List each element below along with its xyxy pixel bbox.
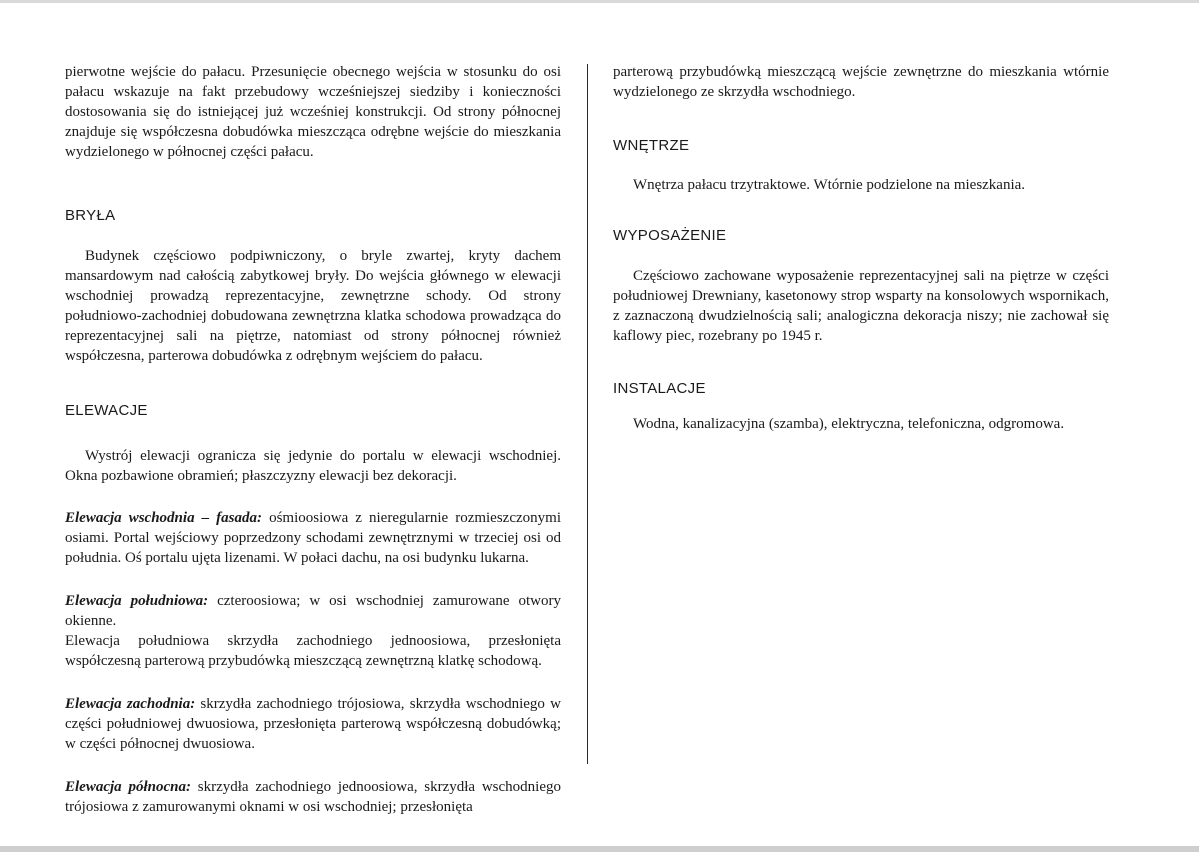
elewacja-poludniowa-text: czteroosiowa; w osi wschodniej zamurowane otwory okienne. <box>65 593 562 629</box>
section-heading-wyposazenie: WYPOSAŻENIE <box>613 227 727 244</box>
section-heading-bryla: BRYŁA <box>65 207 116 224</box>
elewacja-poludniowa-label: Elewacja południowa: <box>65 593 209 609</box>
right-column <box>613 62 1109 434</box>
section-heading-instalacje: INSTALACJE <box>613 380 706 397</box>
section-heading-elewacje: ELEWACJE <box>65 402 148 419</box>
elewacja-poludniowa-paragraph-2: Elewacja południowa skrzydła zachodniego jednoosiowa, przesłonięta współczesną parterową przybudówką mieszczącą zewnętrzną klatkę schodową. <box>65 633 561 669</box>
elewacja-polnocna-text: skrzydła zachodniego jednoosiowa, skrzydła wschodniego trójosiowa z zamurowanymi oknami w osi wschodniej; przesłonięta <box>65 779 561 815</box>
elewacja-wschodnia-text: ośmioosiowa z nieregularnie rozmieszczonymi osiami. Portal wejściowy poprzedzony schodami zewnętrznymi w trzeciej osi od południa. Oś portalu ujęta lizenami. W połaci dachu, na osi budynku lukarna. <box>65 510 561 566</box>
elewacja-zachodnia-label: Elewacja zachodnia: <box>65 696 196 712</box>
elewacja-poludniowa-paragraph <box>65 591 561 631</box>
wnetrze-paragraph: Wnętrza pałacu trzytraktowe. Wtórnie podzielone na mieszkania. <box>633 177 1026 193</box>
page-edge-top <box>0 0 1199 3</box>
elewacja-zachodnia-paragraph <box>65 694 561 754</box>
wyposazenie-paragraph: Częściowo zachowane wyposażenie reprezentacyjnej sali na piętrze w części południowej Drewniany, kasetonowy strop wsparty na konsolowych wspornikach, z zaznaczoną dwudzielnością sali; analogiczna dekoracja niszy; nie zachował się kaflowy piec, rozebrany po 1945 r. <box>613 268 1109 344</box>
continuation-paragraph: parterową przybudówką mieszczącą wejście zewnętrzne do mieszkania wtórnie wydzielonego ze skrzydła wschodniego. <box>613 64 1109 100</box>
page-edge-bottom <box>0 846 1199 852</box>
left-column <box>65 62 561 817</box>
bryla-paragraph: Budynek częściowo podpiwniczony, o bryle zwartej, kryty dachem mansardowym nad całością zabytkowej bryły. Do wejścia głównego w elewacji wschodniej prowadzą reprezentacyjne, zewnętrzne schody. Od strony południowo-zachodniej dobudowana zewnętrzna klatka schodowa prowadząca do reprezentacyjnej sali na piętrze, natomiast od strony północnej również współczesna, parterowa dobudówka z odrębnym wejściem do pałacu. <box>65 248 561 364</box>
elewacja-wschodnia-paragraph <box>65 508 561 568</box>
instalacje-paragraph: Wodna, kanalizacyjna (szamba), elektryczna, telefoniczna, odgromowa. <box>633 416 1065 432</box>
elewacja-polnocna-paragraph <box>65 777 561 817</box>
elewacja-zachodnia-text: skrzydła zachodniego trójosiowa, skrzydła wschodniego w części południowej dwuosiowa, przesłonięta parterową współczesną dobudówką; w części północnej dwuosiowa. <box>65 696 561 752</box>
elewacja-polnocna-label: Elewacja północna: <box>65 779 191 795</box>
section-heading-wnetrze: WNĘTRZE <box>613 137 690 154</box>
elewacje-paragraph: Wystrój elewacji ogranicza się jedynie do portalu w elewacji wschodniej. Okna pozbawione obramień; płaszczyzny elewacji bez dekoracji. <box>65 448 561 484</box>
column-divider <box>587 64 588 764</box>
intro-paragraph: pierwotne wejście do pałacu. Przesunięcie obecnego wejścia w stosunku do osi pałacu wskazuje na fakt przebudowy wcześniejszej siedziby i konieczności dostosowania się do istniejącej już wcześniej konstrukcji. Od strony północnej znajduje się współczesna dobudówka mieszcząca odrębne wejście do mieszkania wydzielonego w północnej części pałacu. <box>65 64 561 160</box>
elewacja-wschodnia-label: Elewacja wschodnia – fasada: <box>65 510 263 526</box>
